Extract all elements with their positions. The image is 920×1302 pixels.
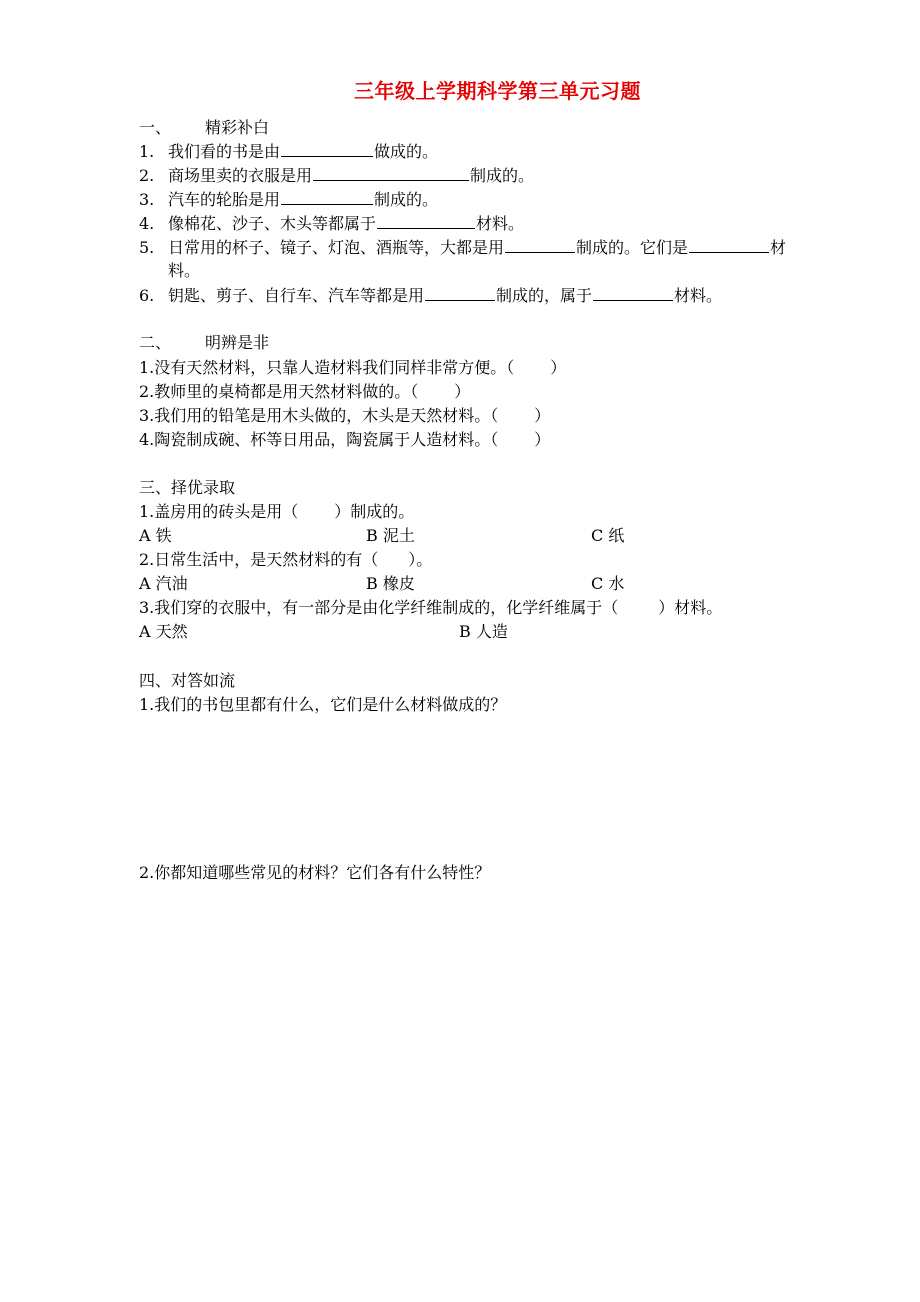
choice-1-option-b[interactable]: B 泥土 (366, 526, 415, 545)
section-2-number: 二、 (139, 333, 172, 352)
page-title: 三年级上学期科学第三单元习题 (354, 79, 641, 103)
question-text: 3.我们穿的衣服中，有一部分是由化学纤维制成的，化学纤维属于（ (139, 598, 619, 617)
fill-question-2 (139, 165, 534, 187)
answer-blank[interactable] (425, 285, 495, 301)
question-text: 我们看的书是由 (168, 142, 281, 161)
question-index: 2. (139, 166, 155, 185)
fill-question-6 (139, 285, 722, 307)
fill-question-4 (139, 213, 524, 235)
answer-blank[interactable] (377, 213, 475, 229)
fill-question-5-continued: 料。 (168, 261, 201, 280)
section-3-heading: 三、择优录取 (139, 478, 236, 497)
answer-blank[interactable] (593, 285, 673, 301)
choice-question-3 (139, 597, 722, 619)
question-text: 1.没有天然材料，只靠人造材料我们同样非常方便。（ (139, 358, 515, 377)
close-paren: ） (454, 382, 471, 401)
choice-2-option-b[interactable]: B 橡皮 (366, 574, 415, 593)
question-text: 日常用的杯子、镜子、灯泡、酒瓶等，大都是用 (168, 238, 505, 257)
close-paren: ） (550, 358, 567, 377)
question-text: ）材料。 (658, 598, 723, 617)
section-2-title: 明辨是非 (205, 333, 270, 352)
answer-question-1: 1.我们的书包里都有什么，它们是什么材料做成的？ (139, 695, 507, 714)
question-text: 3.我们用的铅笔是用木头做的，木头是天然材料。（ (139, 406, 499, 425)
choice-2-option-a[interactable]: A 汽油 (139, 574, 188, 593)
answer-blank[interactable] (689, 237, 769, 253)
question-text: 材料。 (674, 286, 723, 305)
question-text: 材 (770, 238, 787, 257)
answer-blank[interactable] (313, 165, 469, 181)
section-1-number: 一、 (139, 118, 172, 137)
question-text: 做成的。 (374, 142, 439, 161)
question-text: ）制成的。 (334, 502, 415, 521)
question-text: ）。 (408, 550, 433, 569)
question-index: 5. (139, 238, 155, 257)
question-text: 钥匙、剪子、自行车、汽车等都是用 (168, 286, 425, 305)
close-paren: ） (534, 430, 551, 449)
fill-question-3 (139, 189, 438, 211)
question-text: 制成的。 (374, 190, 439, 209)
section-1-heading (139, 117, 269, 139)
choice-1-option-c[interactable]: C 纸 (591, 526, 625, 545)
judge-question-4 (139, 429, 550, 451)
question-text: 商场里卖的衣服是用 (168, 166, 313, 185)
question-text: 制成的。 (470, 166, 535, 185)
fill-question-1 (139, 141, 438, 163)
question-text: 材料。 (476, 214, 525, 233)
section-4-heading: 四、对答如流 (139, 671, 236, 690)
section-1-title: 精彩补白 (205, 118, 270, 137)
judge-question-1 (139, 357, 566, 379)
answer-question-2: 2.你都知道哪些常见的材料？它们各有什么特性？ (139, 863, 491, 882)
question-index: 3. (139, 190, 155, 209)
close-paren: ） (534, 406, 551, 425)
answer-blank[interactable] (281, 189, 373, 205)
judge-question-2 (139, 381, 470, 403)
question-index: 6. (139, 286, 155, 305)
question-text: 2.日常生活中，是天然材料的有（ (139, 550, 379, 569)
choice-3-option-b[interactable]: B 人造 (459, 622, 508, 641)
choice-2-option-c[interactable]: C 水 (591, 574, 625, 593)
judge-question-3 (139, 405, 550, 427)
question-text: 制成的，属于 (496, 286, 593, 305)
question-text: 制成的。它们是 (576, 238, 689, 257)
answer-blank[interactable] (281, 141, 373, 157)
choice-question-2 (139, 549, 432, 571)
choice-3-option-a[interactable]: A 天然 (139, 622, 188, 641)
question-text: 像棉花、沙子、木头等都属于 (168, 214, 377, 233)
choice-question-1 (139, 501, 414, 523)
question-index: 1. (139, 142, 155, 161)
section-2-heading (139, 332, 269, 354)
choice-1-option-a[interactable]: A 铁 (139, 526, 172, 545)
question-text: 2.教师里的桌椅都是用天然材料做的。（ (139, 382, 419, 401)
fill-question-5 (139, 237, 786, 259)
question-index: 4. (139, 214, 155, 233)
question-text: 4.陶瓷制成碗、杯等日用品，陶瓷属于人造材料。（ (139, 430, 499, 449)
question-text: 汽车的轮胎是用 (168, 190, 281, 209)
question-text: 1.盖房用的砖头是用（ (139, 502, 299, 521)
answer-blank[interactable] (505, 237, 575, 253)
